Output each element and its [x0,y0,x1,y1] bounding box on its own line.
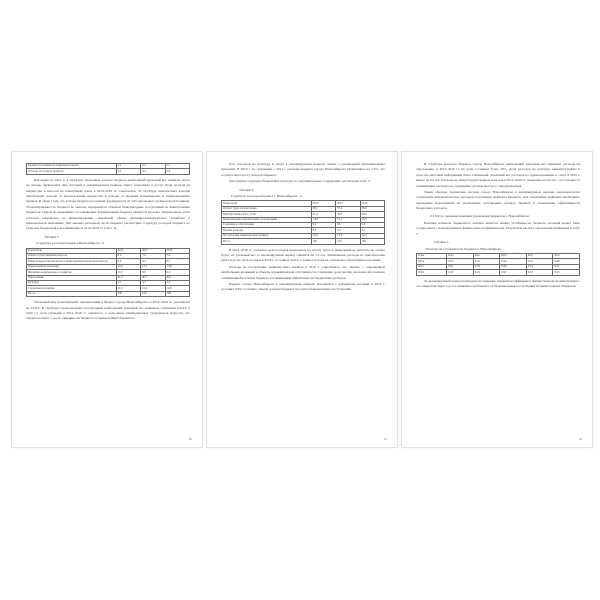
table-cell: Приобретение работ, услуг [222,212,312,217]
table-cell: Социальная политика [27,286,117,291]
table-cell: 2015 [336,201,360,206]
table-cell: Кпб [500,254,527,259]
page-number: 21 [383,436,387,441]
paragraph: За анализируемый период наблюдается снижение значения коэффициента финансовой автономии бюджета, что свидетельствует о росте зависимости бюджета от безвозмездных поступлений из вышестоящих бюджетов. [416,278,580,289]
table-cell: 9,8 [141,270,165,275]
table-cell: 41,2 [116,275,140,280]
table-cell: 4,2 [141,169,165,174]
table-cell: 100 [116,291,140,296]
paragraph: В структуре расходов бюджета города Новосибирска наибольший удельный вес занимают расходы на образование, в 2014–2016 гг. их доля составила более 40%. Доля расходов на культуру, кинематографию и средства массовой информации была стабильной. Удельный вес расходов на здравоохранение и спорт в 2016 г. вырос на 0,5 п.п. Расходы на общегосударственные вопросы в 2014–2016 гг. снизились на 0,6 п.п., что говорит об оптимизации расходов на содержание органов местного самоуправления. [416,162,581,188]
table-cell: 21,4 [311,212,335,217]
table-cell: 13,1 [141,264,165,269]
table-cell: Бюджет поселения по разделам расходов [27,164,117,169]
table-cell: 0,41 [473,270,500,275]
table-cell: 0,14 [526,264,553,269]
table-cell: 12,4 [116,264,140,269]
table-cell: 9,6 [336,223,360,228]
table-caption: Таблица 3 [44,234,59,239]
table-cell: 38,1 [311,206,335,211]
paragraph: Указанный вид безвозмездных перечислений в бюджет города Новосибирска за 2014–2016 гг. увеличился на 13,6%. В структуре безвозмездных поступлений наибольший удельный вес занимают субвенции (54,2% в 2016 г.), доля субсидий в 2014–2016 гг. снизилась, а доля иных межбюджетных трансфертов возросла, что свидетельствует о росте зависимости бюджета от вышестоящих бюджетов. [26,300,190,321]
table-cell: 0,53 [553,270,580,275]
table-cell: 40,1 [165,275,189,280]
table-cell: Прочие расходы [222,228,312,233]
table-row [222,239,385,244]
table-title: Показатели устойчивости бюджета г. Новосибирска [426,246,501,251]
table-cell: Итого [222,239,312,244]
table-cell: 3,3 [141,281,165,286]
table-cell: 0,5 [165,259,189,264]
table-cell: Годы [417,254,447,259]
table-cell: Образование [27,275,117,280]
table-cell: 1,0 [165,169,189,174]
paragraph: Рост расходов на культуру и спорт в анализируемом периоде связан с реализацией муниципальных программ. В 2016 г. по сравнению с 2014 г. расходы бюджета города Новосибирска увеличились на 7,2%, что соответствует росту доходов бюджета. [221,162,385,177]
table-cell: Социальное обеспечение [222,223,312,228]
table-caption: Таблица 5 [434,240,449,245]
paragraph: Бюджет города Новосибирска в анализируемом периоде исполнялся с дефицитом, который в 2016 г. составил 3,6% от общего объема доходов бюджета без учета безвозмездных поступлений. [221,282,385,292]
table-cell: 2016 [360,201,384,206]
data-table [416,253,580,276]
table-cell: 2015 [417,264,447,269]
table-cell: 9,4 [165,270,189,275]
table-cell: 36,9 [360,206,384,211]
table-cell: 100 [336,239,360,244]
table-row [27,291,190,296]
table-title: Структура расходов бюджета Новосибирска, % [36,241,105,246]
table-cell: 100 [165,291,189,296]
paragraph: В 2014–2016 гг. основная доля расходов приходится на оплату труда и начисления на выплаты по оплате труда, их удельный вес за анализируемый период снизился на 1,2 п.п. Увеличились расходы на приобретение работ и услуг, доля которых в 2016 г. составила 22,6%, а также расходы на социальное обеспечение населения. [221,247,385,263]
table-cell: 5,1 [116,164,140,169]
table-cell: 0,39 [473,264,500,269]
table-cell: 0,61 [447,264,474,269]
table-cell: 12,6 [336,233,360,238]
paragraph: Важным аспектом бюджетного анализа является анализ устойчивости бюджета, который может быть осуществлен с использованием финансовых коэффициентов. Результаты расчета показателей приведены в табл. 5. [416,221,580,236]
table-cell: 37,4 [336,206,360,211]
data-table [26,248,190,298]
table-cell: 15,1 [336,217,360,222]
table-cell: 3,4 [165,281,189,286]
table-cell: 2016 [165,248,189,253]
paragraph: Для оценки структуры бюджетных расходов по экономическому содержанию рассмотрим табл. 4. [229,179,371,184]
table-cell: 0,94 [500,259,527,264]
table-cell: 0,37 [473,259,500,264]
table-cell: 9,9 [360,223,384,228]
table-cell: Национальная экономика [27,264,117,269]
table-cell: 0,51 [553,264,580,269]
table-cell: Расходы по разделу культура [27,169,117,174]
table-cell: 2016 [417,270,447,275]
table-cell: 1,1 [165,164,189,169]
table-cell: Национальная безопасность и правоохранительная деятельность [27,259,117,264]
table-cell: 7,6 [165,254,189,259]
table-cell: 0,12 [526,259,553,264]
table-cell: Показатели [222,201,312,206]
table-cell: 40,7 [141,275,165,280]
table-cell: 4,3 [116,169,140,174]
table-cell: 3,3 [336,228,360,233]
table-row [27,169,190,174]
paragraph: Расходы на поступление нефинансовых активов в 2016 г. сократились, что связано с сокращением капитальных вложений в объекты муниципальной собственности. Снижение доли прочих расходов обусловлено оптимизацией расходов бюджета и повышением эффективности бюджетных расходов. [221,264,385,280]
table-cell: 0,6 [116,259,140,264]
table-cell: Жилищно-коммунальное хозяйство [27,270,117,275]
table-cell: 15,3 [360,217,384,222]
table-cell: 2014 [116,248,140,253]
table-cell: 22,6 [360,212,384,217]
table-cell: 8,2 [116,254,140,259]
table-cell: 10,3 [116,270,140,275]
table-cell: 14,8 [311,217,335,222]
table-cell: Показатели [27,248,117,253]
page-number: 22 [578,436,582,441]
page-number: 20 [188,436,192,441]
table-cell: 5,2 [141,164,165,169]
table-cell: 7,9 [141,254,165,259]
table-cell: 12,9 [311,233,335,238]
table-cell: Поступление нефинансовых активов [222,233,312,238]
table-cell: 100 [360,239,384,244]
table-cell: 0,97 [500,270,527,275]
table-title: Структура расходов бюджета г. Новосибирска, % [231,194,302,199]
table-cell: 2014 [417,259,447,264]
table-cell: 100 [311,239,335,244]
table-cell: 3,6 [311,228,335,233]
table-cell: 2015 [141,248,165,253]
table-cell: Безвозмездные перечисления организациям [222,217,312,222]
table-cell: Кфа [447,254,474,259]
table-cell: 2014 [311,201,335,206]
document-page [11,151,203,448]
table-cell: 100 [141,291,165,296]
paragraph: Таким образом, бюджетная система города Новосибирска в анализируемом периоде характеризуется социальной направленностью расходов и наличием дефицита бюджета. Для сокращения дефицита необходимо проведение мероприятий по увеличению собственных доходов бюджета и повышению эффективности бюджетных расходов. [416,190,580,211]
document-page [206,151,398,448]
table-cell: 0,16 [526,270,553,275]
table-cell: 11,9 [116,286,140,291]
table-cell: 13,8 [165,264,189,269]
document-page [401,151,593,448]
table-cell: Итого [27,291,117,296]
table-cell: 3,1 [360,228,384,233]
table-cell: Общегосударственные вопросы [27,254,117,259]
data-table [26,163,190,175]
data-table [221,200,385,244]
table-cell: 0,59 [447,270,474,275]
table-cell: 12,2 [360,233,384,238]
table-cell: Кбп [553,254,580,259]
table-cell: Кав [473,254,500,259]
table-cell: 9,2 [311,223,335,228]
table-caption: Таблица 4 [239,187,254,192]
table-cell: 0,5 [141,259,165,264]
table-row [417,270,580,275]
table-cell: Кзд [526,254,553,259]
paragraph: Как видно из табл. 2, в структуре налоговых доходов бюджета наибольший удельный вес занимает налог на доходы физических лиц, который в анализируемом периоде имеет тенденцию к росту. Доля налогов на имущество и налогов на совокупный доход в 2014–2016 гг. сократилась. В структуре неналоговых доходов преобладают доходы от использования имущества и доходы от продажи материальных и нематериальных активов. В связи с тем, что доходы бюджета поселения формируются за счёт небольшого количества источников, сбалансированность бюджета во многом определяется объемом безвозмездных поступлений из вышестоящих бюджетов. Одной из важнейших составляющих формирования бюджета являются расходы. Значительная часть расходов направлена на финансирование социальной сферы, жилищно-коммунального хозяйства и национальной экономики. Для анализа расходной части бюджета рассмотрим структуру расходов бюджета по разделам бюджетной классификации за 2014–2016 гг. (табл. 3). [26,177,190,231]
table-cell: 22,0 [336,212,360,217]
table-cell: 0,48 [553,259,580,264]
table-cell: 12,9 [165,286,189,291]
table-cell: Оплата труда и начисления [222,206,312,211]
table-cell: 12,4 [141,286,165,291]
table-cell: Культура [27,281,117,286]
table-cell: 3,1 [116,281,140,286]
table-cell: 0,63 [447,259,474,264]
section-heading: 2.3 Пути совершенствования управления бюджетом г. Новосибирска [430,213,530,218]
table-cell: 0,96 [500,264,527,269]
